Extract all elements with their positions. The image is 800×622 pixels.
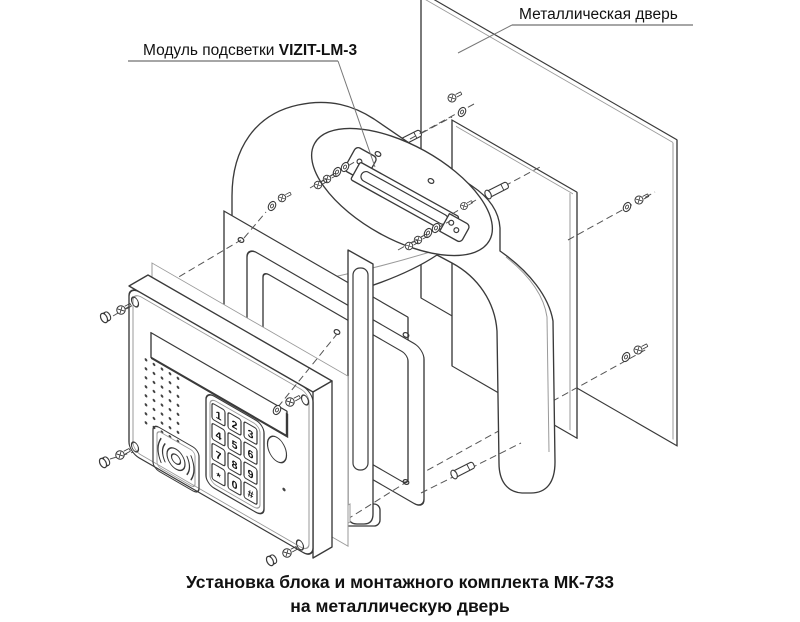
svg-text:5: 5 <box>231 438 238 453</box>
module-label-text: Модуль подсветки VIZIT-LM-3 <box>143 42 358 59</box>
screw-icon <box>114 446 131 461</box>
svg-text:#: # <box>247 487 254 503</box>
svg-text:4: 4 <box>215 429 222 444</box>
svg-text:9: 9 <box>247 467 254 483</box>
bolt-icon <box>450 460 476 479</box>
caption-line-1: Установка блока и монтажного комплекта МК-733 <box>186 572 614 592</box>
svg-text:8: 8 <box>231 458 238 473</box>
door-label-text: Металлическая дверь <box>519 6 678 23</box>
svg-text:3: 3 <box>247 427 254 443</box>
panel-side-face <box>313 381 332 558</box>
svg-text:2: 2 <box>231 418 238 433</box>
svg-text:0: 0 <box>231 478 238 493</box>
screw-cap-icon <box>265 553 278 566</box>
svg-text:6: 6 <box>247 447 254 463</box>
caption-line-2: на металлическую дверь <box>290 596 510 616</box>
screw-cap-icon <box>98 455 111 468</box>
screw-cap-icon <box>99 310 112 323</box>
svg-text:7: 7 <box>215 449 222 464</box>
caption <box>186 572 614 616</box>
svg-text:*: * <box>216 470 221 485</box>
svg-text:1: 1 <box>215 409 222 424</box>
